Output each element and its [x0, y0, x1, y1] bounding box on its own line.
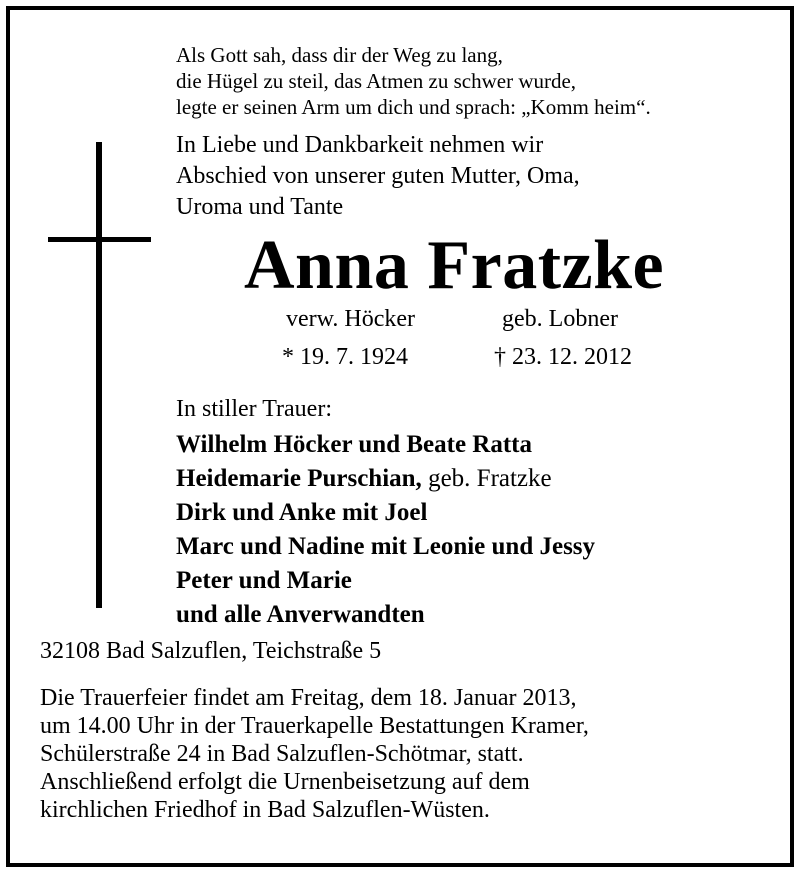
- mourner-line: [176, 462, 595, 496]
- mourner-line: Wilhelm Höcker und Beate Ratta: [176, 431, 533, 458]
- intro-line: Abschied von unserer guten Mutter, Oma,: [176, 163, 580, 189]
- deceased-name: Anna Fratzke: [244, 227, 665, 304]
- funeral-line: kirchlichen Friedhof in Bad Salzuflen-Wüsten.: [40, 797, 490, 823]
- cross-icon-bar: [48, 237, 151, 242]
- mourner-name: Heidemarie Purschian,: [176, 465, 422, 492]
- mourner-line: Marc und Nadine mit Leonie und Jessy: [176, 533, 596, 560]
- poem-line: legte er seinen Arm um dich und sprach: „Komm heim“.: [176, 95, 651, 119]
- intro-line: Uroma und Tante: [176, 194, 344, 220]
- funeral-line: Schülerstraße 24 in Bad Salzuflen-Schötmar, statt.: [40, 741, 524, 767]
- maiden-name: geb. Lobner: [502, 306, 618, 332]
- funeral-line: um 14.00 Uhr in der Trauerkapelle Bestattungen Kramer,: [40, 713, 589, 739]
- funeral-line: Die Trauerfeier findet am Freitag, dem 18. Januar 2013,: [40, 685, 577, 711]
- poem-line: die Hügel zu steil, das Atmen zu schwer wurde,: [176, 69, 577, 93]
- poem: [176, 42, 651, 120]
- intro-text: [176, 130, 580, 223]
- mourners-list: [176, 428, 595, 632]
- cross-icon: [96, 142, 102, 608]
- birth-date: * 19. 7. 1924: [282, 344, 408, 370]
- mourner-maiden-name: geb. Fratzke: [421, 465, 552, 492]
- mourners-label: In stiller Trauer:: [176, 396, 332, 422]
- mourner-line: Dirk und Anke mit Joel: [176, 499, 428, 526]
- mourner-line: und alle Anverwandten: [176, 601, 425, 628]
- address: 32108 Bad Salzuflen, Teichstraße 5: [40, 638, 382, 664]
- death-date: † 23. 12. 2012: [494, 344, 632, 370]
- intro-line: In Liebe und Dankbarkeit nehmen wir: [176, 132, 544, 158]
- widowed-name: verw. Höcker: [286, 306, 416, 332]
- funeral-line: Anschließend erfolgt die Urnenbeisetzung auf dem: [40, 769, 530, 795]
- funeral-notice: [40, 684, 589, 824]
- mourner-line: Peter und Marie: [176, 567, 352, 594]
- poem-line: Als Gott sah, dass dir der Weg zu lang,: [176, 43, 503, 67]
